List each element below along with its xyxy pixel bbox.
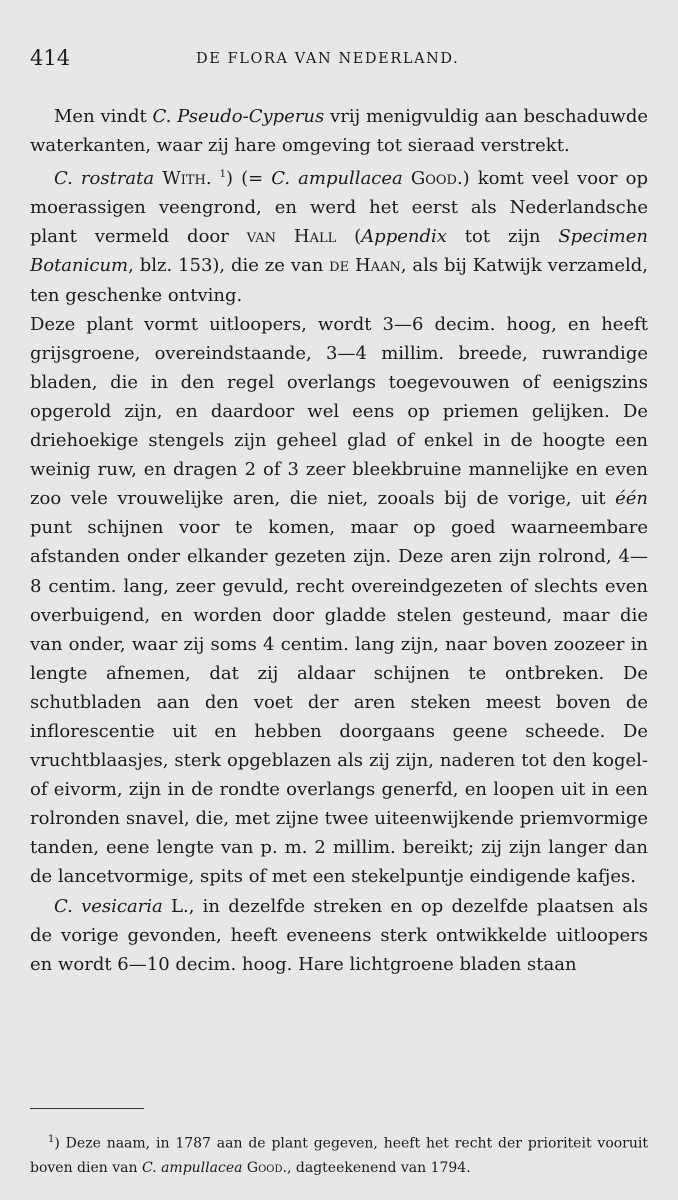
species-name: C. rostrata <box>54 168 155 190</box>
text-run: ) (= <box>226 168 272 190</box>
species-name: C. ampullacea <box>141 1159 243 1176</box>
work-title: Specimen Botanicum <box>30 226 648 277</box>
work-title: Appendix <box>361 226 447 248</box>
text-run: ( <box>336 226 362 248</box>
footnote <box>30 1128 648 1180</box>
species-name: C. Pseudo-Cyperus <box>152 106 325 127</box>
text-run: punt schijnen voor te komen, maar op goed waarneembare afstanden onder elkander gezeten zijn. Deze aren zijn rolrond, 4—8 centim. lang, zeer gevuld, recht overeindgezeten of slechts even overbuigend, en worden door gladde stelen gesteund, maar die van onder, waar zij soms 4 centim. lang zijn, naar boven zoozeer in lengte afnemen, dat zij aldaar schijnen te ontbreken. De schutbladen aan den voet der aren steken meest boven de inflorescentie uit en hebben doorgaans geene scheede. De vruchtblaasjes, sterk opgeblazen als zij zijn, naderen tot den kogel- of eivorm, zijn in de rondte overlangs generfd, en loopen uit in een rolronden snavel, die, met zijne twee uiteenwijkende priemvormige tanden, eene lengte van p. m. 2 millim. bereikt; zij zijn langer dan de lancetvormige, spits of met een stekelpuntje eindigende kafjes. <box>30 517 648 888</box>
person-name: Haan <box>354 255 401 277</box>
text-run: , als bij Katwijk verzameld, ten geschenke ontving. <box>30 255 649 306</box>
author-name: Good. <box>410 168 463 190</box>
person-name: Hall <box>293 226 337 248</box>
text-run: tot zijn <box>446 226 559 248</box>
text-run: ) komt veel voor op moerassigen veengrond, en werd het eerst als Nederlandsche plant vermeld door <box>30 168 648 248</box>
paragraph-rostrata <box>30 160 648 309</box>
body-text <box>30 102 648 979</box>
text-run: ) Deze naam, in 1787 aan de plant gegeven, heeft het recht der prioriteit vooruit boven dien van <box>30 1135 648 1176</box>
text-run: vrij menigvuldig aan beschaduwde waterkanten, waar zij hare omgeving tot sieraad verstrekt. <box>30 106 648 157</box>
text-run: , in dezelfde streken en op dezelfde plaatsen als de vorige gevonden, heeft eveneens sterk ontwikkelde uitloopers en wordt 6—10 decim. hoog. Hare lichtgroene bladen staan <box>30 895 648 975</box>
text-run: , dagteekenend van 1794. <box>286 1159 471 1176</box>
page-header <box>22 46 658 76</box>
text-run: Deze plant vormt uitloopers, wordt 3—6 decim. hoog, en heeft grijsgroene, overeindstaande, 3—4 millim. breede, ruwrandige bladen, die in den regel overlangs toegevouwen of eenigszins opgerold zijn, en daardoor wel eens op priemen gelijken. De driehoekige stengels zijn geheel glad of enkel in de hoogte een weinig ruw, en dragen 2 of 3 zeer bleekbruine mannelijke en even zoo vele vrouwelijke aren, die niet, zooals bij de vorige, uit <box>30 313 648 510</box>
paragraph-vesicaria <box>30 892 648 979</box>
species-name: C. vesicaria <box>54 895 163 917</box>
footnote-mark: 1 <box>48 1134 55 1145</box>
running-title: DE FLORA VAN NEDERLAND. <box>196 51 460 67</box>
text-run: Men vindt <box>54 106 153 127</box>
footnote-reference: 1 <box>219 169 226 181</box>
paragraph-pseudo-cyperus <box>30 102 648 160</box>
paragraph-description <box>30 310 648 892</box>
person-name-prefix: de <box>329 255 350 277</box>
author-name: With. <box>162 168 212 190</box>
author-name: Good. <box>246 1159 287 1176</box>
page-number: 414 <box>30 46 71 70</box>
author-name: L. <box>171 895 189 917</box>
text-run: , blz. 153), die ze van <box>128 255 330 277</box>
synonym-name: C. ampullacea <box>271 168 403 190</box>
person-name-prefix: van <box>246 226 277 248</box>
emphasis: één <box>615 488 648 510</box>
footnote-rule <box>30 1108 144 1109</box>
